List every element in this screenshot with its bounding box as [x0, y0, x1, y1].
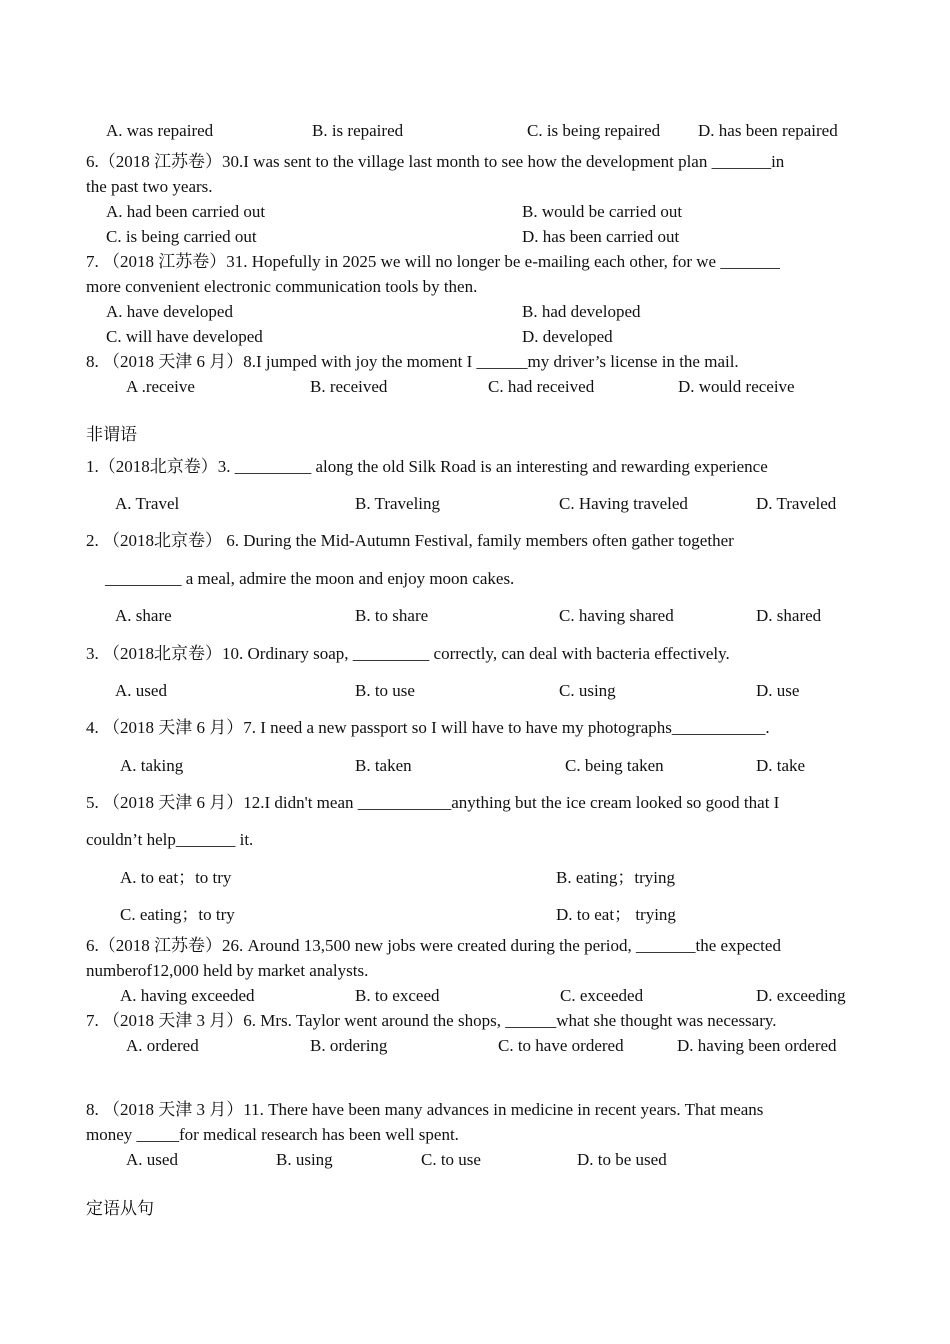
nf-q6-option-c: C. exceeded [560, 986, 644, 1005]
q6-option-d: D. has been carried out [522, 227, 680, 246]
q6-option-c: C. is being carried out [106, 227, 257, 246]
q8-option-a: A .receive [126, 377, 195, 396]
question-text: 5. （2018 天津 6 月）12.I didn't mean ___________anything but the ice cream looked so good that I [86, 793, 780, 812]
question-text: numberof12,000 held by market analysts. [86, 961, 369, 980]
nf-q5-option-a: A. to eat；to try [120, 868, 232, 887]
nf-q7-option-c: C. to have ordered [498, 1036, 624, 1055]
q6-option-a: A. had been carried out [106, 202, 266, 221]
nf-q8-option-d: D. to be used [577, 1150, 667, 1169]
nf-q2-option-c: C. having shared [559, 606, 674, 625]
nf-q5-option-c: C. eating；to try [120, 905, 235, 924]
question-text: 7. （2018 天津 3 月）6. Mrs. Taylor went around the shops, ______what she thought was necessary. [86, 1011, 777, 1030]
section-heading: 定语从句 [86, 1199, 154, 1218]
nf-q3-option-c: C. using [559, 681, 616, 700]
nf-q3-option-d: D. use [756, 681, 800, 700]
q5-option-a: A. was repaired [106, 121, 214, 140]
nf-q2-option-b: B. to share [355, 606, 429, 625]
nf-q4-option-d: D. take [756, 756, 806, 775]
question-text: 1.（2018北京卷）3. _________ along the old Silk Road is an interesting and rewarding experience [86, 457, 768, 476]
nf-q7-option-b: B. ordering [310, 1036, 388, 1055]
nf-q1-option-a: A. Travel [115, 494, 180, 513]
nf-q6-option-d: D. exceeding [756, 986, 846, 1005]
q7-option-a: A. have developed [106, 302, 233, 321]
q8-option-c: C. had received [488, 377, 595, 396]
q5-option-b: B. is repaired [312, 121, 404, 140]
nf-q5-option-b: B. eating；trying [556, 868, 675, 887]
nf-q8-option-a: A. used [126, 1150, 178, 1169]
nf-q1-option-d: D. Traveled [756, 494, 837, 513]
nf-q8-option-b: B. using [276, 1150, 333, 1169]
question-text: 6.（2018 江苏卷）26. Around 13,500 new jobs were created during the period, _______the expected [86, 936, 781, 955]
nf-q3-option-b: B. to use [355, 681, 415, 700]
nf-q2-option-a: A. share [115, 606, 172, 625]
q5-option-d: D. has been repaired [698, 121, 838, 140]
question-text: 4. （2018 天津 6 月）7. I need a new passport so I will have to have my photographs___________. [86, 718, 770, 737]
question-text: 8. （2018 天津 3 月）11. There have been many advances in medicine in recent years. That means [86, 1100, 764, 1119]
q6-option-b: B. would be carried out [522, 202, 683, 221]
nf-q2-option-d: D. shared [756, 606, 822, 625]
nf-q1-option-c: C. Having traveled [559, 494, 688, 513]
q7-option-d: D. developed [522, 327, 613, 346]
nf-q8-option-c: C. to use [421, 1150, 481, 1169]
question-text: couldn’t help_______ it. [86, 830, 254, 849]
q7-option-b: B. had developed [522, 302, 641, 321]
nf-q4-option-a: A. taking [120, 756, 184, 775]
question-text: 6.（2018 江苏卷）30.I was sent to the village last month to see how the development plan _______in [86, 152, 785, 171]
q8-option-b: B. received [310, 377, 388, 396]
question-text: 2. （2018北京卷） 6. During the Mid-Autumn Festival, family members often gather together [86, 531, 734, 550]
question-text: money _____for medical research has been well spent. [86, 1125, 459, 1144]
nf-q6-option-b: B. to exceed [355, 986, 440, 1005]
nf-q4-option-b: B. taken [355, 756, 412, 775]
question-text: more convenient electronic communication tools by then. [86, 277, 478, 296]
section-heading: 非谓语 [86, 425, 137, 444]
question-text: 7. （2018 江苏卷）31. Hopefully in 2025 we will no longer be e-mailing each other, for we _______ [86, 252, 780, 271]
question-text: the past two years. [86, 177, 213, 196]
question-text: 8. （2018 天津 6 月）8.I jumped with joy the moment I ______my driver’s license in the mail. [86, 352, 739, 371]
nf-q7-option-a: A. ordered [126, 1036, 199, 1055]
q7-option-c: C. will have developed [106, 327, 263, 346]
nf-q7-option-d: D. having been ordered [677, 1036, 837, 1055]
nf-q3-option-a: A. used [115, 681, 167, 700]
q5-option-c: C. is being repaired [527, 121, 661, 140]
question-text: _________ a meal, admire the moon and enjoy moon cakes. [105, 569, 515, 588]
nf-q6-option-a: A. having exceeded [120, 986, 255, 1005]
nf-q1-option-b: B. Traveling [355, 494, 441, 513]
nf-q5-option-d: D. to eat； trying [556, 905, 676, 924]
nf-q4-option-c: C. being taken [565, 756, 664, 775]
q8-option-d: D. would receive [678, 377, 795, 396]
question-text: 3. （2018北京卷）10. Ordinary soap, _________ correctly, can deal with bacteria effectively. [86, 644, 730, 663]
